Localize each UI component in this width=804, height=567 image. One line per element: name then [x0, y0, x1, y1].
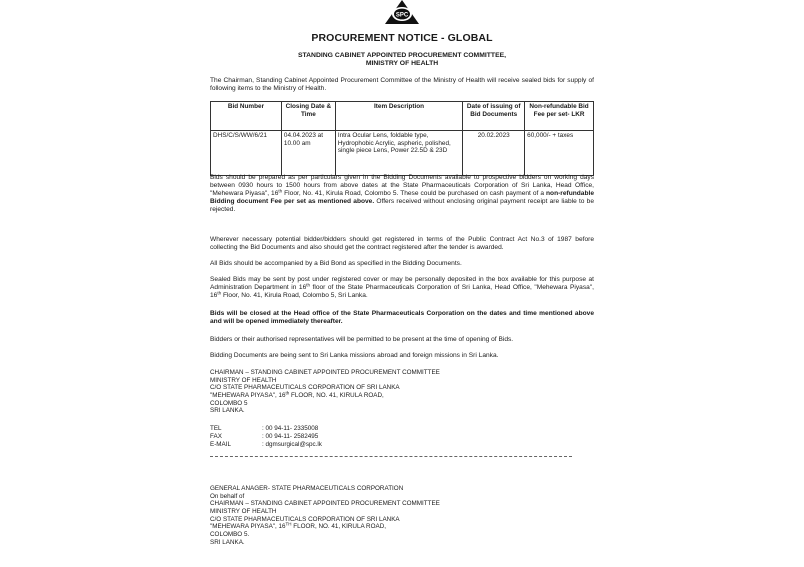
address-block: CHAIRMAN – STANDING CABINET APPOINTED PROCUREMENT COMMITTEE MINISTRY OF HEALTH C/O STATE PHARMACEUTICALS CORPORATION OF SRI LANKA "MEHEWARA PIYASA", 16th FLOOR, NO. 41, KIRULA ROAD, COLOMBO 5 SRI LANKA.: [210, 369, 440, 415]
closing-paragraph: Bids will be closed at the Head office of the State Pharmaceuticals Corporation on the dates and time mentioned above and will be opened immediately thereafter.: [210, 310, 594, 326]
item-description-cell: Intra Ocular Lens, foldable type, Hydrophobic Acrylic, aspheric, polished, single piece Lens, Power 22.5D & 23D: [335, 131, 462, 176]
issue-date-cell: 20.02.2023: [463, 131, 525, 176]
subtitle-line: STANDING CABINET APPOINTED PROCUREMENT COMMITTEE,: [297, 52, 507, 59]
table-header: Date of issuing of Bid Documents: [463, 102, 525, 131]
table-header: Item Description: [335, 102, 462, 131]
spc-logo: [384, 0, 420, 24]
logo-text: SPC: [395, 12, 409, 19]
table-header: Closing Date & Time: [281, 102, 335, 131]
email-link[interactable]: : dgmsurgical@spc.lk: [262, 440, 322, 448]
table-header: Bid Number: [211, 102, 282, 131]
signatory-block: GENERAL ANAGER- STATE PHARMACEUTICALS CORPORATION On behalf of CHAIRMAN – STANDING CABINET APPOINTED PROCUREMENT COMMITTEE MINISTRY OF HEALTH C/O STATE PHARMACEUTICALS CORPORATION OF SRI LANKA "MEHEWARA PIYASA", 16TH FLOOR, NO. 41, KIRULA ROAD, COLOMBO 5. SRI LANKA.: [210, 485, 440, 546]
bid-preparation-paragraph: Bids should be prepared as per particulars given in the Bidding Documents available to prospective bidders on working days between 0930 hours to 1500 hours from above dates at the State Pharmaceuticals Corporation of Sri Lanka, Head Office, "Mehewara Piyasa", 16th Floor, No. 41, Kirula Road, Colombo 5. These could be purchased on cash payment of a non-refundable Bidding document Fee per set as mentioned above. Offers received without enclosing original payment receipt are liable to be rejected.: [210, 174, 595, 214]
fax-value: : 00 94-11- 2582495: [262, 432, 319, 440]
closing-date-cell: 04.04.2023 at 10.00 am: [281, 131, 335, 176]
tel-label: TEL: [210, 425, 222, 432]
divider: [210, 456, 572, 457]
bid-table: [210, 101, 594, 176]
tel-value: : 00 94-11- 2335008: [262, 425, 319, 432]
email-label: E-MAIL: [210, 440, 231, 448]
bidders-paragraph: Bidders or their authorised representatives will be permitted to be present at the time of opening of Bids.: [210, 336, 514, 343]
bid-bond-paragraph: All Bids should be accompanied by a Bid Bond as specified in the Bidding Documents.: [210, 260, 462, 267]
table-row: [211, 131, 594, 176]
page-title: PROCUREMENT NOTICE - GLOBAL: [311, 32, 493, 44]
fax-label: FAX: [210, 432, 222, 440]
bid-number-cell: DHS/C/S/WW/6/21: [211, 131, 282, 176]
missions-paragraph: Bidding Documents are being sent to Sri Lanka missions abroad and foreign missions in Sri Lanka.: [210, 352, 499, 359]
page-subtitle: [210, 52, 594, 69]
bid-fee-cell: 60,000/- + taxes: [525, 131, 594, 176]
subtitle-line: MINISTRY OF HEALTH: [365, 60, 439, 68]
intro-paragraph: The Chairman, Standing Cabinet Appointed Procurement Committee of the Ministry of Health will receive sealed bids for supply of following items to the Ministry of Health.: [210, 77, 594, 93]
table-header: Non-refundable Bid Fee per set- LKR: [525, 102, 594, 131]
registration-paragraph: Wherever necessary potential bidder/bidders should get registered in terms of the Public Contract Act No.3 of 1987 before collecting the Bid Documents and also should get the contract registered after the tender is awarded.: [210, 236, 594, 252]
contact-block: [210, 425, 322, 449]
submission-paragraph: Sealed Bids may be sent by post under registered cover or may be personally deposited in the box available for this purpose at Administration Department in 16th floor of the State Pharmaceuticals Corporation of Sri Lanka, Head Office, "Mehewara Piyasa", 16th Floor, No. 41, Kirula Road, Colombo 5, Sri Lanka.: [210, 276, 594, 300]
table-header-row: [211, 102, 594, 131]
